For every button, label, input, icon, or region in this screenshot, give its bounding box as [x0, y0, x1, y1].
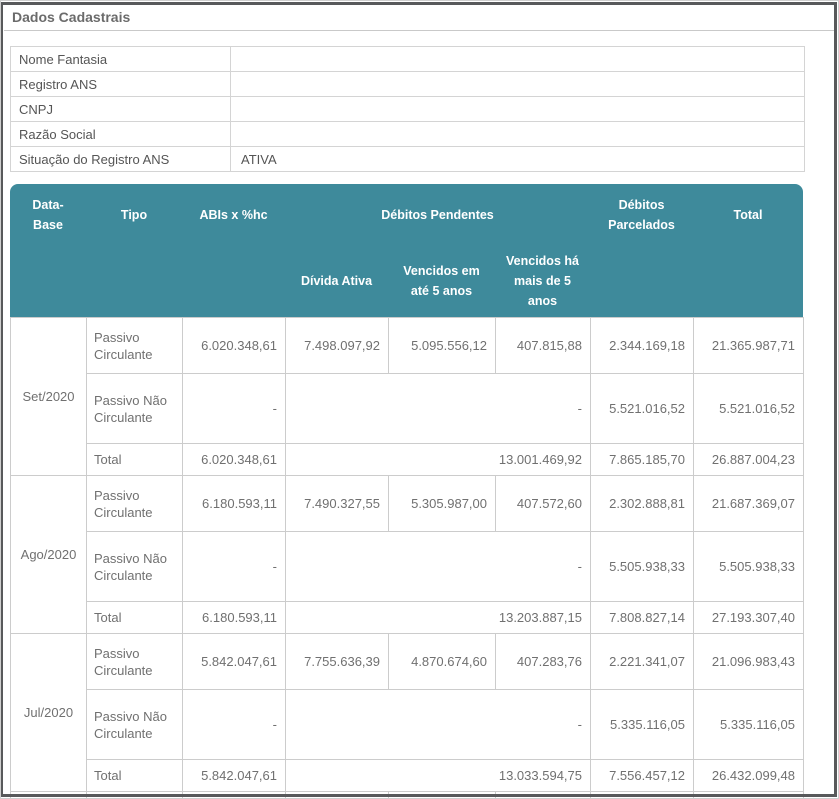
table-row: [11, 444, 804, 476]
table-row: [11, 690, 804, 760]
cell-total: 5.335.116,05: [694, 690, 804, 760]
page-title: Dados Cadastrais: [12, 8, 131, 25]
col-header-debitos-pendentes: Débitos Pendentes: [381, 207, 494, 222]
cell-tipo: Passivo Circulante: [87, 318, 183, 374]
field-value-razao-social: [231, 122, 805, 147]
cell-tipo: Passivo Circulante: [87, 476, 183, 532]
cell-pendentes-merged: 13.033.594,75: [286, 760, 591, 792]
col-header-abis: ABIs x %hc: [199, 207, 268, 222]
cell-pendentes-merged: 13.001.469,92: [286, 444, 591, 476]
cell-total: 26.887.004,23: [694, 444, 804, 476]
cell-divida-ativa: 7.755.636,39: [286, 634, 389, 690]
cell-parcelados: 2.302.888,81: [591, 476, 694, 532]
status-registro-ans: ATIVA: [231, 147, 805, 172]
cell-vencidos-ate-5: 4.870.674,60: [389, 634, 496, 690]
cell-parcelados: 5.521.016,52: [591, 374, 694, 444]
table-row: [11, 97, 805, 122]
cell-parcelados: 2.221.341,07: [591, 634, 694, 690]
field-label-situacao-registro: Situação do Registro ANS: [11, 147, 231, 172]
cell-abis: 6.020.348,61: [183, 318, 286, 374]
cell-total: 21.096.983,43: [694, 634, 804, 690]
col-header-data-base: Data-Base: [32, 197, 64, 232]
cell-abis: -: [183, 690, 286, 760]
cell-total: 5.505.938,33: [694, 532, 804, 602]
cell-pendentes-merged: 13.203.887,15: [286, 602, 591, 634]
cell-abis: 6.020.348,61: [183, 444, 286, 476]
header-spacer: [10, 245, 285, 317]
cell-vencidos-mais-5: 407.815,88: [496, 318, 591, 374]
cell-total: 27.193.307,40: [694, 602, 804, 634]
col-header-vencidos-ate-5-anos: Vencidos em até 5 anos: [403, 264, 480, 298]
table-row: [11, 72, 805, 97]
cell-total: 26.432.099,48: [694, 760, 804, 792]
cell-vencidos-ate-5: 5.095.556,12: [389, 318, 496, 374]
cell-parcelados: 7.556.457,12: [591, 760, 694, 792]
cell-tipo: Total: [87, 760, 183, 792]
table-row-partial: [11, 792, 804, 799]
cell-data-base: Set/2020: [11, 318, 87, 476]
cell-parcelados: 5.505.938,33: [591, 532, 694, 602]
cell-pendentes-merged: -: [286, 690, 591, 760]
cell-total: 21.687.369,07: [694, 476, 804, 532]
field-label-registro-ans: Registro ANS: [11, 72, 231, 97]
header-row-2: [10, 245, 803, 317]
cell-pendentes-merged: -: [286, 532, 591, 602]
cell-abis: 5.842.047,61: [183, 634, 286, 690]
table-row: [11, 532, 804, 602]
col-header-total: Total: [733, 207, 763, 222]
cell-tipo: Total: [87, 602, 183, 634]
cell-pendentes-merged: -: [286, 374, 591, 444]
field-value-nome-fantasia: [231, 47, 805, 72]
cell-abis: -: [183, 532, 286, 602]
table-row: [11, 476, 804, 532]
cell-data-base: Jul/2020: [11, 634, 87, 792]
cell-tipo: Passivo Não Circulante: [87, 374, 183, 444]
col-header-debitos-parcelados: Débitos Parcelados: [608, 197, 675, 232]
cell-abis: -: [183, 374, 286, 444]
col-header-divida-ativa: Dívida Ativa: [300, 274, 373, 288]
cell-tipo: Passivo Não Circulante: [87, 690, 183, 760]
table-row: [11, 47, 805, 72]
table-row: [11, 760, 804, 792]
table-row: [11, 147, 805, 172]
cell-total: 21.365.987,71: [694, 318, 804, 374]
field-value-registro-ans: [231, 72, 805, 97]
debitos-table-header: [10, 184, 803, 317]
cell-vencidos-mais-5: 407.283,76: [496, 634, 591, 690]
cell-abis: 6.180.593,11: [183, 602, 286, 634]
cell-tipo: Passivo Circulante: [87, 634, 183, 690]
cell-parcelados: 2.344.169,18: [591, 318, 694, 374]
field-label-nome-fantasia: Nome Fantasia: [11, 47, 231, 72]
col-header-vencidos-mais-5-anos: Vencidos há mais de 5 anos: [506, 254, 579, 308]
cell-abis: 5.842.047,61: [183, 760, 286, 792]
field-value-cnpj: [231, 97, 805, 122]
cell-abis: 6.180.593,11: [183, 476, 286, 532]
cell-divida-ativa: 7.498.097,92: [286, 318, 389, 374]
cell-parcelados: 5.335.116,05: [591, 690, 694, 760]
cell-total: 5.521.016,52: [694, 374, 804, 444]
field-label-cnpj: CNPJ: [11, 97, 231, 122]
cell-parcelados: 7.808.827,14: [591, 602, 694, 634]
table-row: [11, 602, 804, 634]
header-row-1: [10, 184, 803, 245]
cell-vencidos-ate-5: 5.305.987,00: [389, 476, 496, 532]
field-label-razao-social: Razão Social: [11, 122, 231, 147]
debitos-table-body: [10, 317, 804, 799]
table-row: [11, 318, 804, 374]
cell-tipo: Passivo Não Circulante: [87, 532, 183, 602]
table-row: [11, 374, 804, 444]
cell-tipo: Total: [87, 444, 183, 476]
table-row: [11, 634, 804, 690]
cell-vencidos-mais-5: 407.572,60: [496, 476, 591, 532]
cell-data-base: Ago/2020: [11, 476, 87, 634]
table-row: [11, 122, 805, 147]
title-bar: [4, 3, 834, 31]
cell-parcelados: 7.865.185,70: [591, 444, 694, 476]
col-header-tipo: Tipo: [120, 207, 148, 222]
cadastral-table: [10, 46, 805, 172]
cell-divida-ativa: 7.490.327,55: [286, 476, 389, 532]
